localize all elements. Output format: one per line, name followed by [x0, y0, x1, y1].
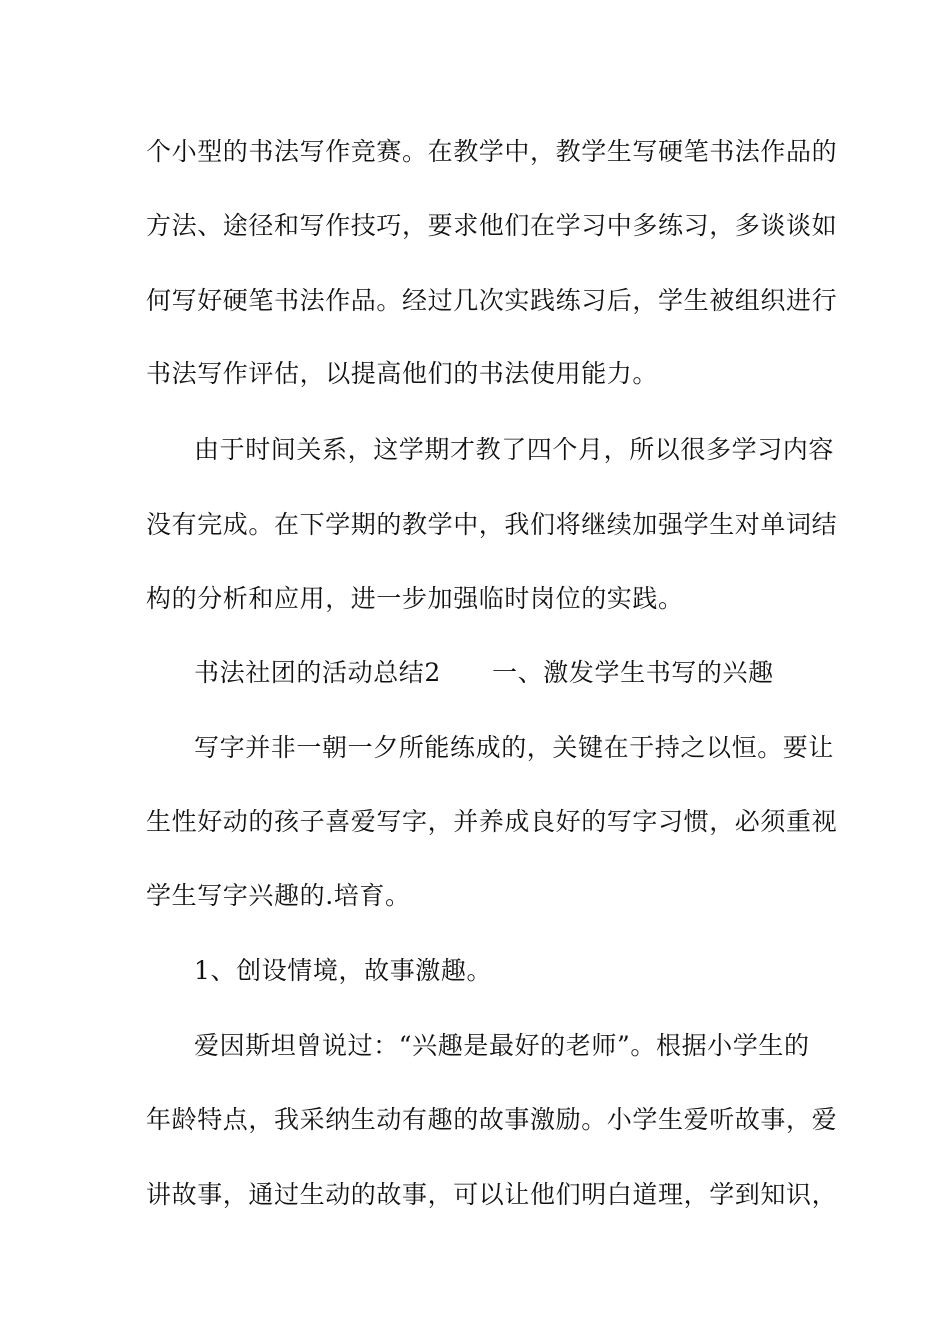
text-line-11: 学生写字兴趣的.培育。: [146, 881, 411, 910]
text-line-10: 生性好动的孩子喜爱写字，并养成良好的写字习惯，必须重视: [146, 807, 838, 836]
text-line-3: 何写好硬笔书法作品。经过几次实践练习后，学生被组织进行: [146, 286, 838, 315]
text-line-13: 爱因斯坦曾说过：“兴趣是最好的老师”。根据小学生的: [194, 1031, 810, 1060]
text-line-14: 年龄特点，我采纳生动有趣的故事激励。小学生爱听故事，爱: [146, 1105, 838, 1134]
text-line-1: 个小型的书法写作竞赛。在教学中，教学生写硬笔书法作品的: [146, 137, 838, 166]
list-item-heading: 1、创设情境，故事激趣。: [194, 956, 493, 985]
text-line-4: 书法写作评估，以提高他们的书法使用能力。: [146, 359, 659, 388]
text-line-7: 构的分析和应用，进一步加强临时岗位的实践。: [146, 584, 684, 613]
text-line-15: 讲故事，通过生动的故事，可以让他们明白道理，学到知识，: [146, 1180, 838, 1209]
text-line-5: 由于时间关系，这学期才教了四个月，所以很多学习内容: [194, 435, 835, 464]
text-line-6: 没有完成。在下学期的教学中，我们将继续加强学生对单词结: [146, 510, 838, 539]
text-line-2: 方法、途径和写作技巧，要求他们在学习中多练习，多谈谈如: [146, 211, 838, 240]
text-line-9: 写字并非一朝一夕所能练成的，关键在于持之以恒。要让: [194, 733, 835, 762]
section-heading: 书法社团的活动总结2 一、激发学生书写的兴趣: [194, 658, 774, 687]
